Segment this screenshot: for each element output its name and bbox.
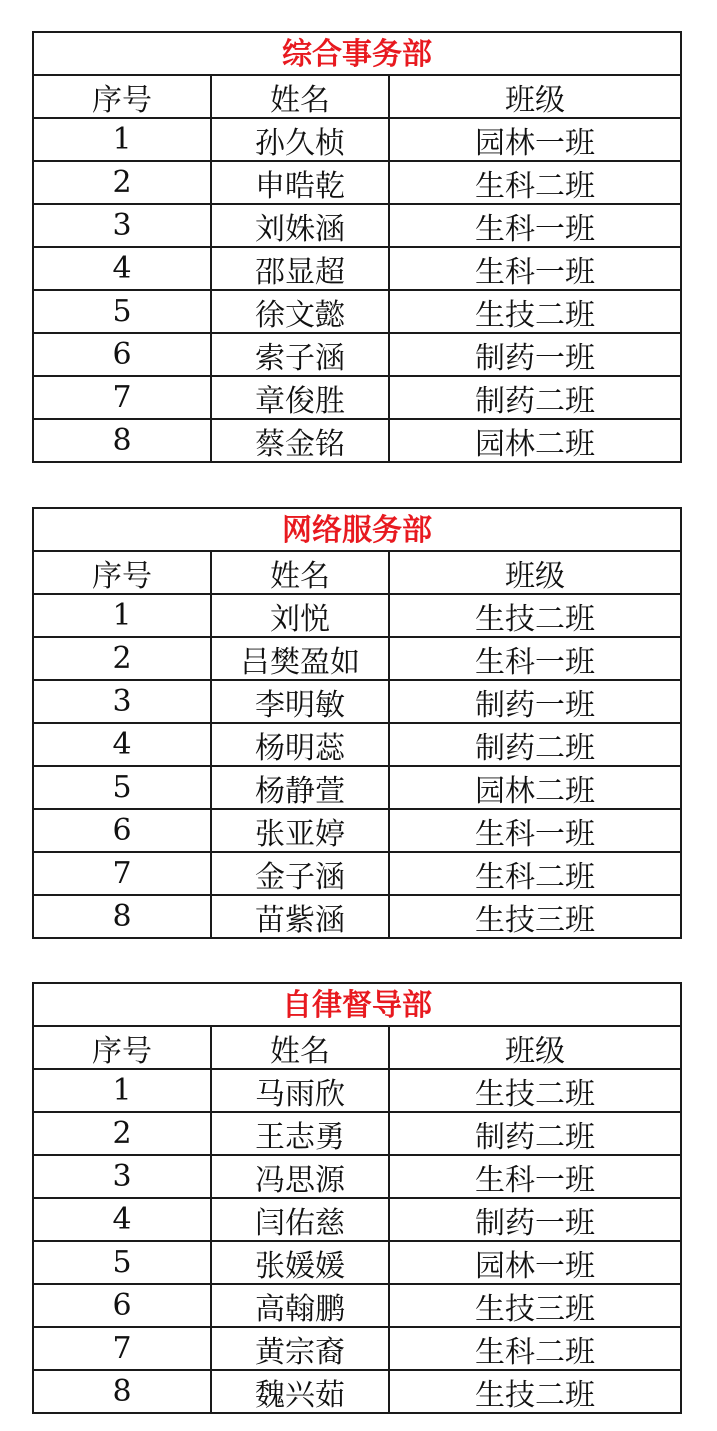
row-name: 魏兴茹 — [212, 1371, 390, 1412]
table-row — [34, 119, 680, 162]
row-class: 生技三班 — [475, 902, 595, 938]
table-row — [34, 248, 680, 291]
row-number: 4 — [34, 1199, 212, 1240]
row-name: 杨静萱 — [212, 767, 390, 808]
row-name: 索子涵 — [212, 334, 390, 375]
row-name: 张媛媛 — [212, 1242, 390, 1283]
table-row — [34, 420, 680, 461]
row-name: 吕樊盈如 — [212, 638, 390, 679]
row-name: 王志勇 — [212, 1113, 390, 1154]
row-class: 制药一班 — [475, 687, 595, 723]
row-class: 生科一班 — [475, 816, 595, 852]
header-name: 姓名 — [212, 1027, 390, 1068]
row-number: 1 — [34, 1070, 212, 1111]
table-header-row — [34, 1027, 680, 1070]
table-row — [34, 1328, 680, 1371]
row-class: 生技二班 — [475, 297, 595, 333]
row-number: 3 — [34, 1156, 212, 1197]
row-name: 张亚婷 — [212, 810, 390, 851]
row-name: 李明敏 — [212, 681, 390, 722]
row-number: 6 — [34, 1285, 212, 1326]
row-class: 园林一班 — [475, 1248, 595, 1284]
header-number: 序号 — [34, 552, 212, 593]
row-name: 金子涵 — [212, 853, 390, 894]
row-class: 园林一班 — [475, 125, 595, 161]
row-class: 生科一班 — [475, 211, 595, 247]
department-table-discipline-supervision — [32, 982, 682, 1414]
row-name: 黄宗裔 — [212, 1328, 390, 1369]
table-row — [34, 1242, 680, 1285]
row-class: 制药二班 — [475, 730, 595, 766]
row-name: 高翰鹏 — [212, 1285, 390, 1326]
table-row — [34, 896, 680, 937]
row-number: 4 — [34, 248, 212, 289]
table-header-row — [34, 552, 680, 595]
table-row — [34, 1199, 680, 1242]
row-number: 8 — [34, 1371, 212, 1412]
table-row — [34, 205, 680, 248]
header-name: 姓名 — [212, 552, 390, 593]
row-number: 3 — [34, 205, 212, 246]
department-table-general-affairs — [32, 31, 682, 463]
row-class: 园林二班 — [475, 426, 595, 462]
table-row — [34, 724, 680, 767]
table-row — [34, 638, 680, 681]
table-row — [34, 162, 680, 205]
header-class: 班级 — [505, 82, 565, 118]
row-number: 7 — [34, 377, 212, 418]
row-name: 蔡金铭 — [212, 420, 390, 461]
table-row — [34, 595, 680, 638]
row-name: 孙久桢 — [212, 119, 390, 160]
header-name: 姓名 — [212, 76, 390, 117]
row-name: 闫佑慈 — [212, 1199, 390, 1240]
row-number: 2 — [34, 162, 212, 203]
row-class: 生科一班 — [475, 644, 595, 680]
table-row — [34, 767, 680, 810]
table-row — [34, 853, 680, 896]
row-class: 制药二班 — [475, 383, 595, 419]
row-name: 章俊胜 — [212, 377, 390, 418]
row-number: 8 — [34, 896, 212, 937]
table-row — [34, 291, 680, 334]
row-number: 7 — [34, 853, 212, 894]
table-row — [34, 334, 680, 377]
row-class: 生技二班 — [475, 1076, 595, 1112]
row-number: 2 — [34, 1113, 212, 1154]
table-row — [34, 1070, 680, 1113]
row-class: 生技三班 — [475, 1291, 595, 1327]
row-name: 刘悦 — [212, 595, 390, 636]
row-name: 杨明蕊 — [212, 724, 390, 765]
table-title: 综合事务部 — [34, 33, 680, 76]
department-table-network-services — [32, 507, 682, 939]
row-number: 5 — [34, 767, 212, 808]
table-row — [34, 377, 680, 420]
row-name: 冯思源 — [212, 1156, 390, 1197]
row-class: 生科二班 — [475, 859, 595, 895]
header-class: 班级 — [505, 558, 565, 594]
table-row — [34, 810, 680, 853]
row-name: 刘姝涵 — [212, 205, 390, 246]
row-class: 生科一班 — [475, 1162, 595, 1198]
table-row — [34, 1156, 680, 1199]
row-class: 生技二班 — [475, 1377, 595, 1413]
row-class: 生技二班 — [475, 601, 595, 637]
row-number: 8 — [34, 420, 212, 461]
header-number: 序号 — [34, 1027, 212, 1068]
row-class: 生科二班 — [475, 168, 595, 204]
row-number: 3 — [34, 681, 212, 722]
row-class: 制药一班 — [475, 340, 595, 376]
row-class: 生科二班 — [475, 1334, 595, 1370]
row-class: 生科一班 — [475, 254, 595, 290]
row-number: 6 — [34, 334, 212, 375]
row-class: 园林二班 — [475, 773, 595, 809]
header-class: 班级 — [505, 1033, 565, 1069]
table-row — [34, 1371, 680, 1412]
table-header-row — [34, 76, 680, 119]
row-name: 邵显超 — [212, 248, 390, 289]
table-title: 网络服务部 — [34, 509, 680, 552]
table-row — [34, 681, 680, 724]
row-number: 5 — [34, 1242, 212, 1283]
table-title: 自律督导部 — [34, 984, 680, 1027]
row-number: 1 — [34, 595, 212, 636]
row-class: 制药一班 — [475, 1205, 595, 1241]
row-number: 2 — [34, 638, 212, 679]
row-name: 申晧乾 — [212, 162, 390, 203]
header-number: 序号 — [34, 76, 212, 117]
row-number: 5 — [34, 291, 212, 332]
row-class: 制药二班 — [475, 1119, 595, 1155]
row-name: 徐文懿 — [212, 291, 390, 332]
row-name: 苗紫涵 — [212, 896, 390, 937]
row-number: 4 — [34, 724, 212, 765]
row-name: 马雨欣 — [212, 1070, 390, 1111]
row-number: 6 — [34, 810, 212, 851]
table-row — [34, 1113, 680, 1156]
row-number: 7 — [34, 1328, 212, 1369]
row-number: 1 — [34, 119, 212, 160]
table-row — [34, 1285, 680, 1328]
